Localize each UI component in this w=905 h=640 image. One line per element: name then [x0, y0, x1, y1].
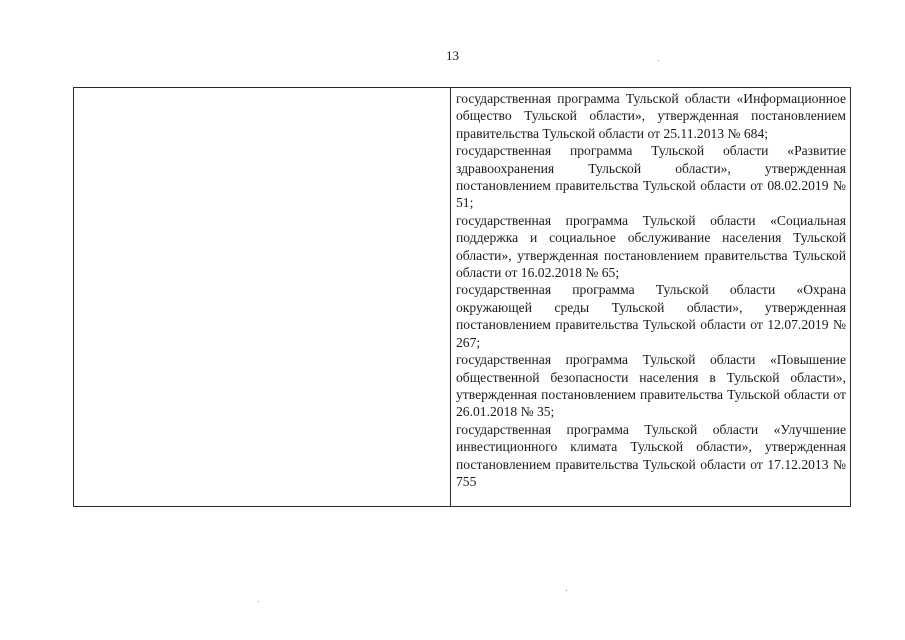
- scan-speck: [658, 60, 659, 61]
- program-entry-1: государственная программа Тульской области «Информационное общество Тульской области», утвержденная постановлением правительства Тульской области от 25.11.2013 № 684;: [456, 91, 846, 141]
- program-entry-3: государственная программа Тульской области «Социальная поддержка и социальное обслуживание населения Тульской области», утвержденная постановлением правительства Тульской области от 16.02.2018 № 65;: [456, 212, 846, 281]
- table-cell-left: [74, 88, 451, 506]
- program-entry-5: государственная программа Тульской области «Повышение общественной безопасности населения в Тульской области», утвержденная постановлением правительства Тульской области от 26.01.2018 № 35;: [456, 352, 846, 420]
- table-cell-right: [451, 88, 850, 506]
- page-number: 13: [446, 48, 459, 63]
- program-entry-2: государственная программа Тульской области «Развитие здравоохранения Тульской области», утвержденная постановлением правительства Тульской области от 08.02.2019 № 51;: [456, 143, 846, 211]
- document-table: [73, 87, 851, 507]
- program-entry-4: государственная программа Тульской области «Охрана окружающей среды Тульской области», утвержденная постановлением правительства Тульской области от 12.07.2019 № 267;: [456, 282, 846, 350]
- scan-speck: [566, 590, 567, 591]
- scan-speck: [258, 601, 259, 602]
- program-entry-6: государственная программа Тульской области «Улучшение инвестиционного климата Тульской области», утвержденная постановлением правительства Тульской области от 17.12.2013 № 755: [456, 421, 846, 489]
